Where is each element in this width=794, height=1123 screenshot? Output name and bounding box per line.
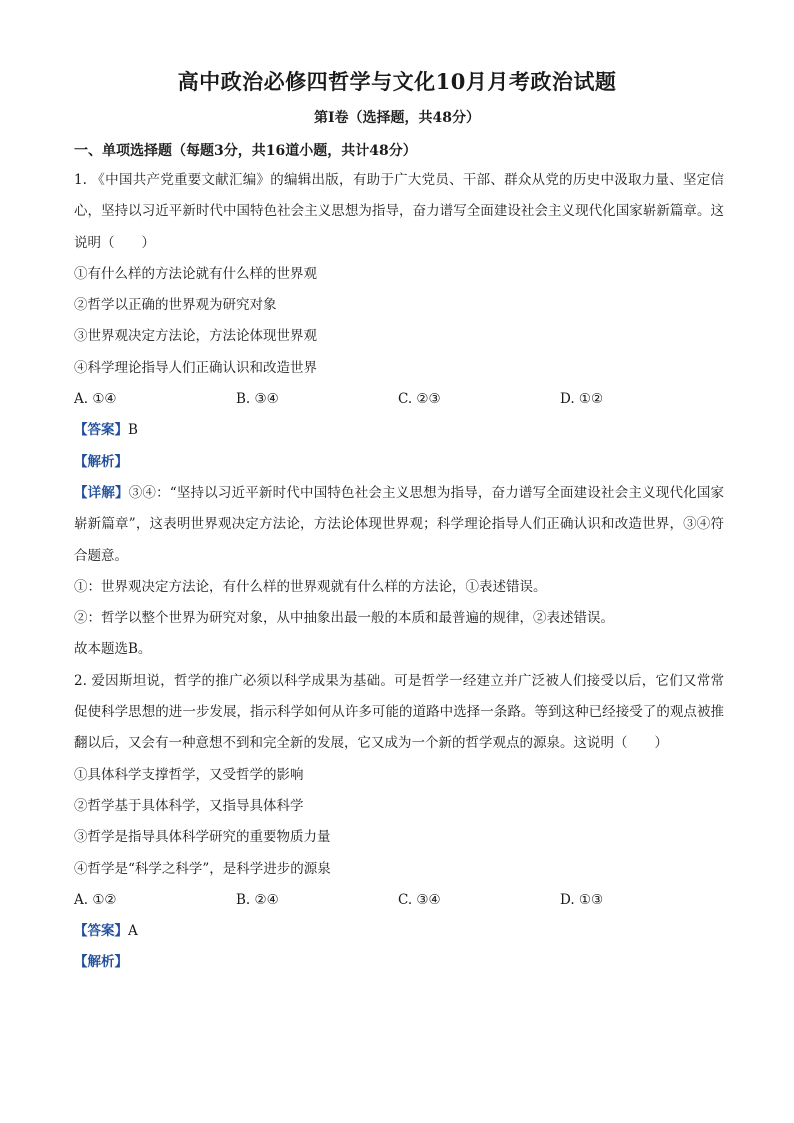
answer-value: B — [128, 422, 138, 439]
option-c: C. ③④ — [398, 891, 441, 908]
question-1-stem: 1. 《中国共产党重要文献汇编》的编辑出版，有助于广大党员、干部、群众从党的历史中汲取力量、坚定信心，坚持以习近平新时代中国特色社会主义思想为指导，奋力谱写全面建设社会主义现代化国家崭新篇章。这说明（ ） — [74, 172, 724, 251]
answer-value: A — [128, 923, 138, 940]
question-2-item: ②哲学基于具体科学，又指导具体科学 — [74, 797, 304, 814]
question-2-item: ③哲学是指导具体科学研究的重要物质力量 — [74, 829, 331, 846]
analysis-label: 【解析】 — [74, 453, 128, 470]
explanation-conclusion: 故本题选B。 — [74, 641, 152, 658]
explanation-note: ①：世界观决定方法论，有什么样的世界观就有什么样的方法论，①表述错误。 — [74, 578, 547, 595]
option-b: B. ②④ — [236, 891, 279, 908]
detail-paragraph — [74, 478, 724, 572]
question-2-item: ①具体科学支撑哲学，又受哲学的影响 — [74, 766, 304, 783]
section-heading: 一、单项选择题（每题3分，共16道小题，共计48分） — [74, 143, 417, 159]
question-1-item: ④科学理论指导人们正确认识和改造世界 — [74, 359, 317, 376]
detail-text: ③④：“坚持以习近平新时代中国特色社会主义思想为指导，奋力谱写全面建设社会主义现代化国家崭新篇章”，这表明世界观决定方法论，方法论体现世界观；科学理论指导人们正确认识和改造世界，③④符合题意。 — [74, 484, 724, 564]
explanation-note: ②：哲学以整个世界为研究对象，从中抽象出最一般的本质和最普遍的规律，②表述错误。 — [74, 610, 614, 627]
answer-label: 【答案】 — [74, 923, 128, 940]
answer-label: 【答案】 — [74, 422, 128, 439]
option-d: D. ①② — [560, 391, 604, 408]
answer-line — [74, 916, 724, 947]
question-1 — [74, 165, 724, 979]
question-1-item: ②哲学以正确的世界观为研究对象 — [74, 297, 277, 314]
option-a: A. ①④ — [74, 391, 117, 408]
detail-label: 【详解】 — [74, 484, 129, 501]
option-c: C. ②③ — [398, 391, 441, 408]
analysis-line — [74, 447, 724, 478]
question-1-item: ①有什么样的方法论就有什么样的世界观 — [74, 265, 317, 282]
question-1-options — [74, 384, 724, 415]
option-d: D. ①③ — [560, 891, 604, 908]
option-a: A. ①② — [74, 891, 117, 908]
question-2-options — [74, 885, 724, 916]
option-b: B. ③④ — [236, 391, 279, 408]
question-1-item: ③世界观决定方法论，方法论体现世界观 — [74, 328, 317, 345]
analysis-label: 【解析】 — [74, 954, 128, 971]
page-title: 高中政治必修四哲学与文化10月月考政治试题 — [177, 69, 617, 94]
question-2-item: ④哲学是“科学之科学”，是科学进步的源泉 — [74, 860, 331, 877]
analysis-line — [74, 947, 724, 978]
question-2-stem: 2. 爱因斯坦说，哲学的推广必须以科学成果为基础。可是哲学一经建立并广泛被人们接受以后，它们又常常促使科学思想的进一步发展，指示科学如何从许多可能的道路中选择一条路。等到这种已经接受了的观点被推翻以后，又会有一种意想不到和完全新的发展，它又成为一个新的哲学观点的源泉。这说明（ ） — [74, 672, 724, 752]
page-subtitle: 第Ⅰ卷（选择题，共48分） — [313, 110, 481, 126]
answer-line — [74, 415, 724, 446]
